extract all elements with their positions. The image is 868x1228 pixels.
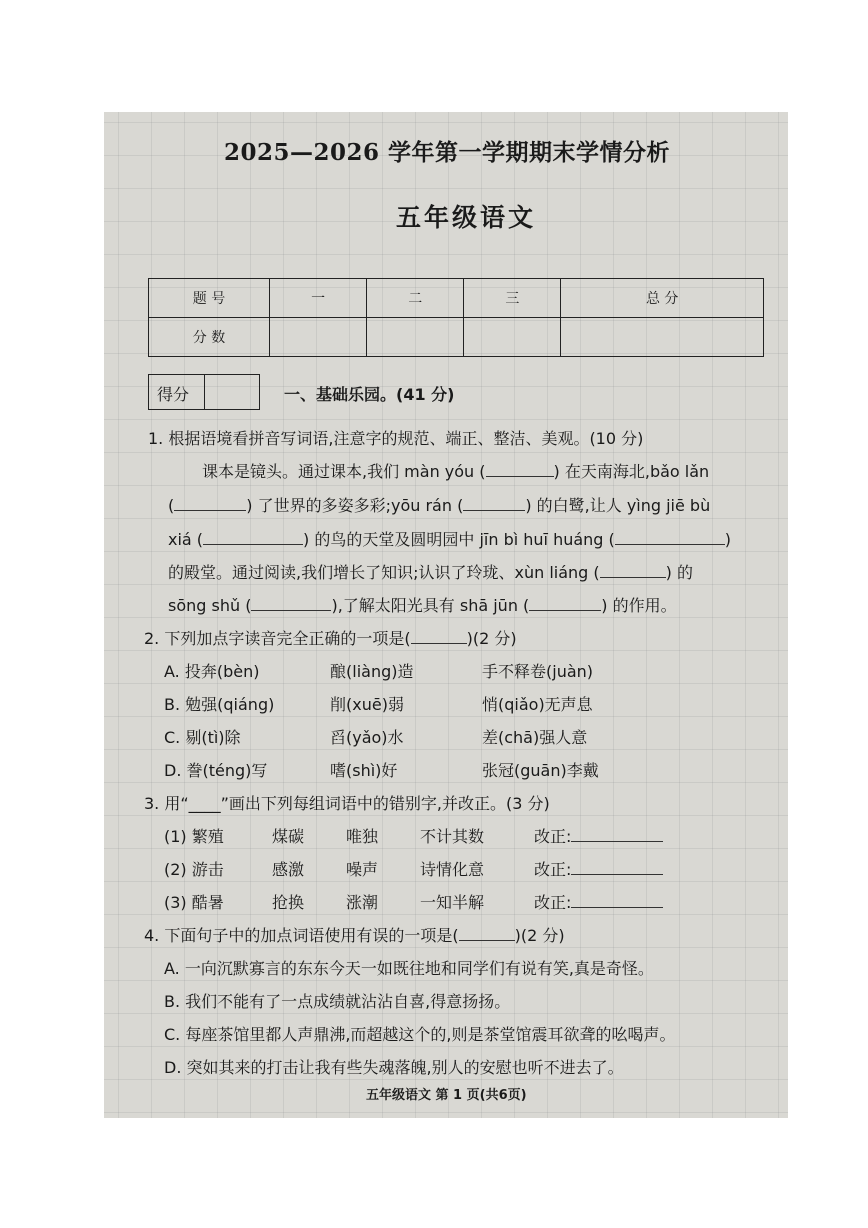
score-cell (367, 318, 464, 357)
q3-correction: 改正: (534, 890, 663, 913)
q3-word: 不计其数 (420, 827, 485, 846)
answer-blank[interactable] (459, 940, 515, 941)
q3-word: 煤碳 (272, 827, 305, 846)
q3-word: 涨潮 (346, 893, 379, 912)
q3-word: 噪声 (346, 860, 379, 879)
question-3-stem: 3. 用“____”画出下列每组词语中的错别字,并改正。(3 分) (144, 794, 550, 813)
q3-correction: 改正: (534, 824, 663, 847)
option-a-col2: 酿(liàng)造 (330, 662, 414, 681)
page-footer: 五年级语文 第 1 页(共6页) (366, 1088, 527, 1103)
q4-option-a: A. 一向沉默寡言的东东今天一如既往地和同学们有说有笑,真是奇怪。 (164, 959, 654, 978)
score-table-row-label: 分 数 (149, 318, 270, 357)
answer-blank[interactable] (571, 841, 663, 842)
q4-option-d: D. 突如其来的打击让我有些失魂落魄,别人的安慰也听不进去了。 (164, 1058, 624, 1077)
q4-option-c: C. 每座茶馆里都人声鼎沸,而超越这个的,则是茶堂馆震耳欲聋的吆喝声。 (164, 1025, 676, 1044)
q3-word: (3) 酷暑 (164, 893, 224, 912)
answer-blank[interactable] (571, 874, 663, 875)
score-table-header-cell: 总 分 (561, 279, 764, 318)
question-2-stem: 2. 下列加点字读音完全正确的一项是( )(2 分) (144, 629, 517, 648)
score-table-header-cell: 二 (367, 279, 464, 318)
option-b-col2: 削(xuē)弱 (330, 695, 404, 714)
answer-blank[interactable] (411, 643, 467, 644)
option-c-col2: 舀(yǎo)水 (330, 728, 404, 747)
option-b-col1: B. 勉强(qiáng) (164, 695, 275, 714)
answer-blank[interactable] (203, 544, 303, 545)
q4-option-b: B. 我们不能有了一点成绩就沾沾自喜,得意扬扬。 (164, 992, 511, 1011)
question-1-line: sōng shǔ ( ),了解太阳光具有 shā jūn ( ) 的作用。 (168, 596, 677, 615)
question-4-stem: 4. 下面句子中的加点词语使用有误的一项是( )(2 分) (144, 926, 565, 945)
score-cell (561, 318, 764, 357)
section-heading: 一、基础乐园。(41 分) (284, 385, 455, 404)
q3-word: 感激 (272, 860, 305, 879)
q3-word: 唯独 (346, 827, 379, 846)
option-a-col1: A. 投奔(bèn) (164, 662, 260, 681)
score-table-header-cell: 题 号 (149, 279, 270, 318)
option-c-col3: 差(chā)强人意 (482, 728, 588, 747)
option-d-col1: D. 誊(téng)写 (164, 761, 268, 780)
option-d-col2: 嗜(shì)好 (330, 761, 398, 780)
score-cell (464, 318, 561, 357)
question-1-line: 课本是镜头。通过课本,我们 màn yóu ( ) 在天南海北,bǎo lǎn (202, 462, 710, 481)
score-cell (270, 318, 367, 357)
option-d-col3: 张冠(guān)李戴 (482, 761, 599, 780)
question-1-stem: 1. 根据语境看拼音写词语,注意字的规范、端正、整洁、美观。(10 分) (148, 429, 644, 448)
score-table-header-cell: 一 (270, 279, 367, 318)
q3-correction: 改正: (534, 857, 663, 880)
section-score-box (148, 374, 260, 410)
q3-word: (1) 繁殖 (164, 827, 224, 846)
question-1-line: 的殿堂。通过阅读,我们增长了知识;认识了玲珑、xùn liáng ( ) 的 (168, 563, 693, 582)
exam-paper (104, 112, 788, 1118)
answer-blank[interactable] (251, 610, 331, 611)
answer-blank[interactable] (174, 510, 246, 511)
score-table-header-cell: 三 (464, 279, 561, 318)
option-c-col1: C. 剔(tì)除 (164, 728, 241, 747)
question-1-line: ( ) 了世界的多姿多彩;yōu rán ( ) 的白鹭,让人 yìng jiē bù (168, 496, 711, 515)
section-score-label: 得分 (157, 385, 190, 404)
score-table (148, 278, 764, 357)
q3-word: (2) 游击 (164, 860, 224, 879)
answer-blank[interactable] (615, 544, 725, 545)
answer-blank[interactable] (600, 577, 666, 578)
option-a-col3: 手不释卷(juàn) (482, 662, 594, 681)
question-1-line: xiá ( ) 的鸟的天堂及圆明园中 jīn bì huī huáng ( ) (168, 530, 732, 549)
q3-word: 诗情化意 (420, 860, 485, 879)
answer-blank[interactable] (529, 610, 601, 611)
answer-blank[interactable] (486, 476, 554, 477)
answer-blank[interactable] (571, 907, 663, 908)
answer-blank[interactable] (463, 510, 525, 511)
q3-word: 抢换 (272, 893, 305, 912)
q3-word: 一知半解 (420, 893, 485, 912)
exam-title: 2025—2026 学年第一学期期末学情分析 (224, 139, 671, 166)
option-b-col3: 悄(qiǎo)无声息 (482, 695, 593, 714)
exam-subject: 五年级语文 (396, 203, 537, 232)
